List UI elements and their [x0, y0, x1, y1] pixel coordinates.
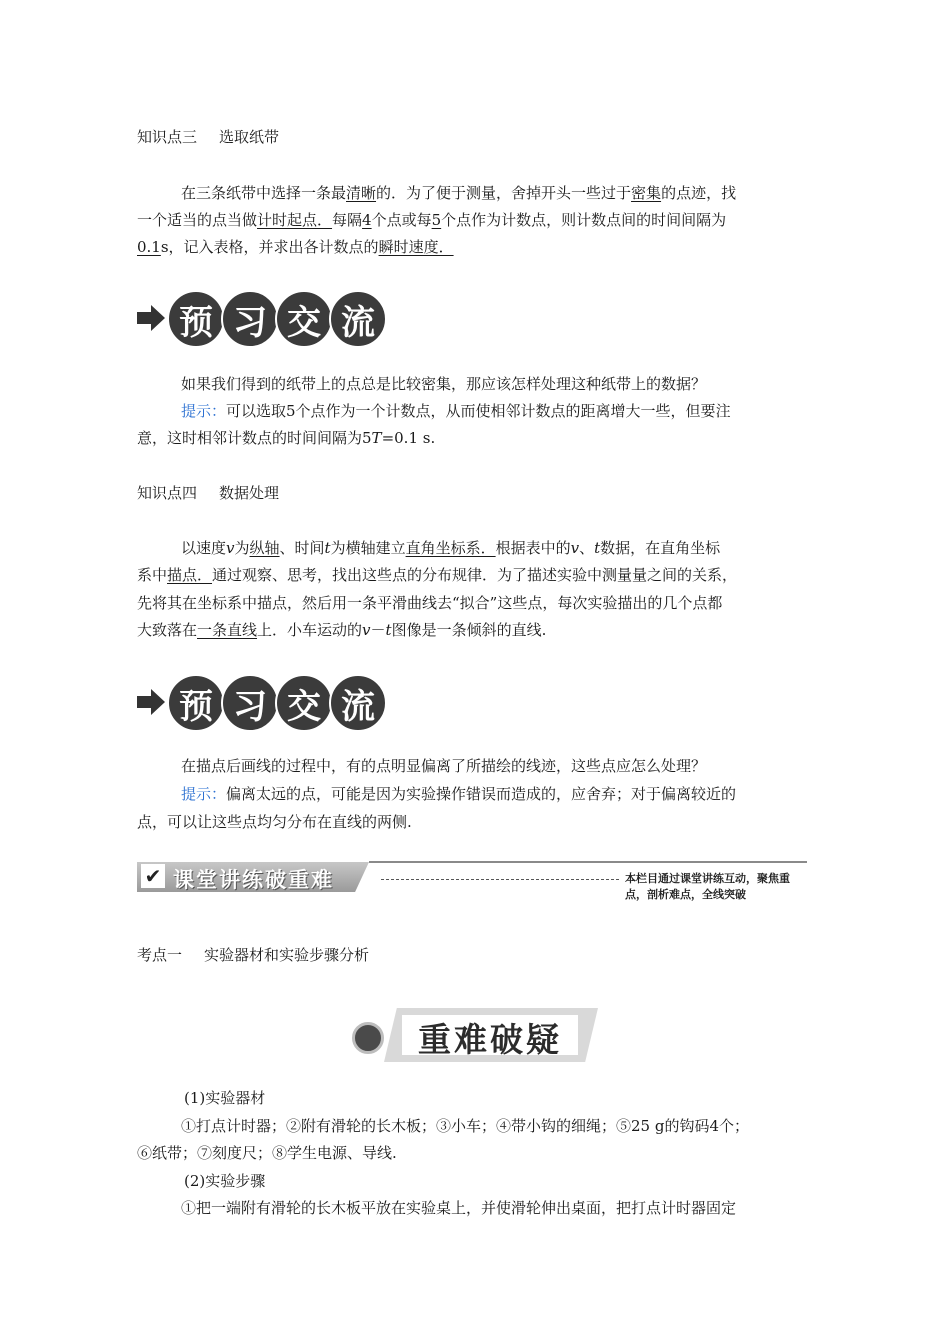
- banner-char: 流: [329, 290, 387, 348]
- body-p1: (1)实验器材: [184, 1089, 266, 1107]
- underlined-text: 瞬时速度．: [378, 238, 454, 256]
- section-description: 本栏目通过课堂讲练互动，聚焦重点，剖析难点，全线突破: [625, 872, 790, 901]
- text: 通过观察、思考，找出这些点的分布规律．为了描述实验中测量量之间的关系，: [212, 566, 738, 584]
- italic-symbol: T: [371, 429, 382, 447]
- kp4-heading: [137, 483, 279, 503]
- hint-label: 提示：: [181, 785, 227, 803]
- qa1-answer-line-1: [181, 401, 731, 421]
- underlined-text: 纵轴: [249, 539, 280, 557]
- text: 个点或每: [371, 211, 432, 229]
- kp4-line-3: 先将其在坐标系中描点，然后用一条平滑曲线去“拟合”这些点，每次实验描出的几个点都: [137, 594, 723, 612]
- body-p3: ⑥纸带；⑦刻度尺；⑧学生电源、导线.: [137, 1144, 397, 1162]
- underlined-text: 直角坐标系．: [405, 539, 496, 557]
- underlined-text: 一条直线: [197, 621, 258, 639]
- text: =0.1 s.: [381, 429, 436, 447]
- text: 一个适当的点当做: [137, 211, 258, 229]
- underlined-text: 0.1: [137, 238, 161, 256]
- underlined-text: 计时起点．: [257, 211, 333, 229]
- kp3-line-3: [137, 237, 454, 257]
- body-p5: ①把一端附有滑轮的长木板平放在实验桌上，并使滑轮伸出桌面，把打点计时器固定: [181, 1199, 737, 1217]
- qa2-answer-line-1: [181, 784, 736, 804]
- divider: [369, 861, 807, 863]
- kp4-line-2: [137, 565, 737, 585]
- kp3-line-2: [137, 210, 726, 230]
- arrow-right-icon: [137, 689, 165, 715]
- text: －: [370, 621, 386, 639]
- section-header: [137, 858, 807, 901]
- italic-symbol: v: [226, 539, 235, 557]
- banner-char: 交: [275, 674, 333, 732]
- kp4-heading-label: 知识点四: [137, 484, 198, 502]
- preview-banner: [137, 674, 377, 730]
- banner-title: [167, 674, 383, 732]
- kd1-heading: [137, 945, 369, 965]
- qa1-answer-line-2: [137, 428, 435, 448]
- banner-char: 习: [221, 290, 279, 348]
- check-icon: ✔: [141, 864, 165, 888]
- kp4-line-4: [137, 620, 546, 640]
- underlined-text: 密集: [631, 184, 662, 202]
- banner-char: 预: [167, 290, 225, 348]
- text: 个点作为计数点，则计数点间的时间间隔为: [441, 211, 727, 229]
- underlined-text: 描点．: [167, 566, 213, 584]
- text: 、时间: [279, 539, 325, 557]
- text: 为: [234, 539, 250, 557]
- text: 可以选取5个点作为一个计数点，从而使相邻计数点的距离增大一些，但要注: [226, 402, 731, 420]
- body-p4: (2)实验步骤: [184, 1172, 266, 1190]
- text: 大致落在: [137, 621, 198, 639]
- kp3-heading-label: 知识点三: [137, 128, 198, 146]
- kd1-title: 实验器材和实验步骤分析: [204, 946, 370, 964]
- hint-label: 提示：: [181, 402, 227, 420]
- text: 图像是一条倾斜的直线.: [391, 621, 547, 639]
- text: 、: [579, 539, 595, 557]
- text: 系中: [137, 566, 168, 584]
- italic-symbol: v: [570, 539, 580, 557]
- kp3-heading: [137, 127, 279, 147]
- banner-title: [167, 290, 383, 348]
- preview-banner: [137, 290, 377, 346]
- text: 为横轴建立: [330, 539, 406, 557]
- key-difficulty-banner: [350, 1008, 598, 1062]
- arrow-right-icon: [137, 305, 165, 331]
- banner-char: 习: [221, 674, 279, 732]
- banner-title: 重难破疑: [418, 1020, 562, 1059]
- text: 的．为了便于测量，舍掉开头一些过于: [376, 184, 632, 202]
- italic-symbol: t: [594, 539, 601, 557]
- qa2-answer-line-2: 点，可以让这些点均匀分布在直线的两侧.: [137, 813, 412, 831]
- kp4-line-1: [181, 538, 720, 558]
- banner-char: 交: [275, 290, 333, 348]
- text: 以速度: [181, 539, 227, 557]
- kd1-heading-label: 考点一: [137, 946, 183, 964]
- text: 的点迹，找: [661, 184, 737, 202]
- body-p2: ①打点计时器；②附有滑轮的长木板；③小车；④带小钩的细绳；⑤25 g的钩码4个；: [181, 1117, 750, 1135]
- section-title: 课堂讲练破重难: [173, 868, 334, 892]
- kp4-title: 数据处理: [219, 484, 280, 502]
- underlined-text: 5: [431, 211, 442, 229]
- bullet-dot-icon: [352, 1022, 384, 1054]
- text: 意，这时相邻计数点的时间间隔为5: [137, 429, 372, 447]
- text: 根据表中的: [495, 539, 571, 557]
- text: 在三条纸带中选择一条最: [181, 184, 347, 202]
- qa1-question: 如果我们得到的纸带上的点总是比较密集，那应该怎样处理这种纸带上的数据？: [181, 375, 707, 393]
- divider: [381, 879, 619, 880]
- kp3-title: 选取纸带: [219, 128, 280, 146]
- kp3-line-1: [181, 183, 736, 203]
- underlined-text: 清晰: [346, 184, 377, 202]
- italic-symbol: t: [385, 621, 392, 639]
- qa2-question: 在描点后画线的过程中，有的点明显偏离了所描绘的线迹，这些点应怎么处理？: [181, 757, 707, 775]
- italic-symbol: v: [362, 621, 371, 639]
- text: 每隔: [332, 211, 363, 229]
- underlined-text: 4: [362, 211, 372, 229]
- text: s，记入表格，并求出各计数点的: [160, 238, 379, 256]
- banner-char: 预: [167, 674, 225, 732]
- text: 数据，在直角坐标: [600, 539, 721, 557]
- text: 上．小车运动的: [257, 621, 363, 639]
- text: 偏离太远的点，可能是因为实验操作错误而造成的，应舍弃；对于偏离较近的: [226, 785, 737, 803]
- banner-char: 流: [329, 674, 387, 732]
- italic-symbol: t: [324, 539, 331, 557]
